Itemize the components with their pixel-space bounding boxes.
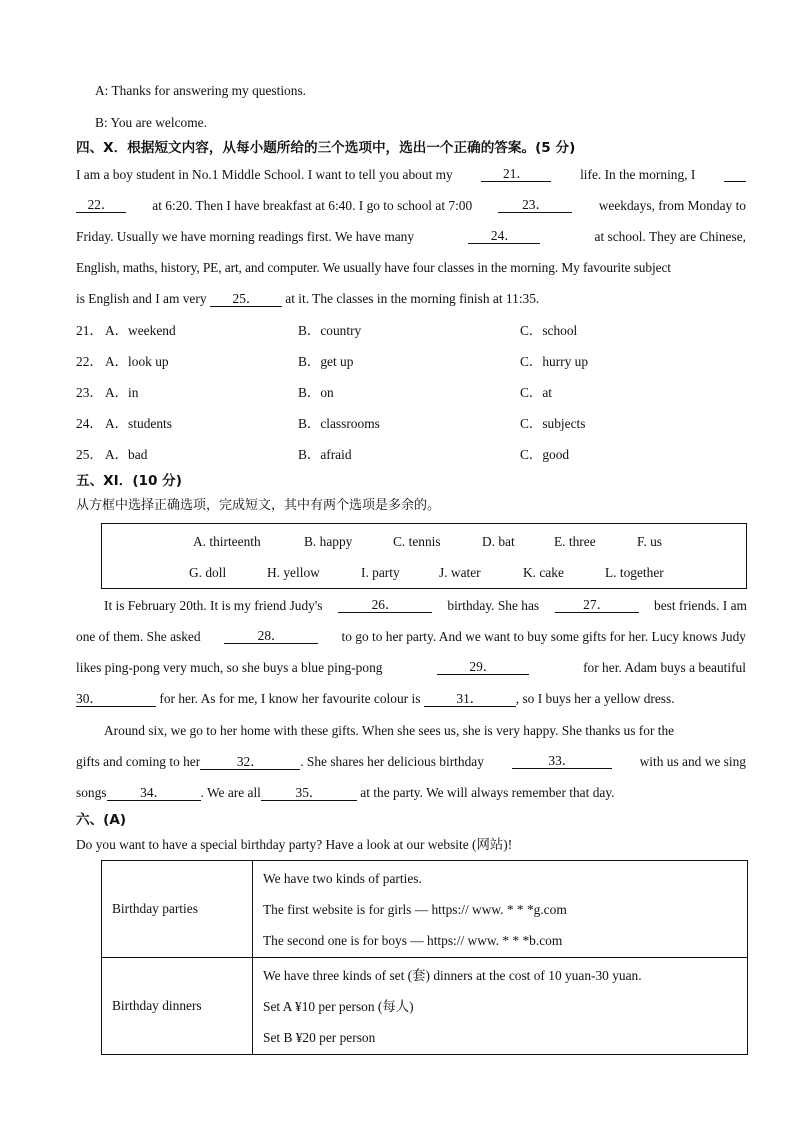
option-25-b[interactable]: B．afraid [298, 447, 352, 462]
blank-32[interactable]: 32． [200, 754, 300, 770]
blank-34[interactable]: 34． [107, 785, 201, 801]
passage-2-line-7: songs 34． . We are all 35． at the party. We will always remember that day. [76, 785, 615, 800]
word-bank-option: L. together [605, 565, 664, 580]
option-22-b[interactable]: B．get up [298, 354, 354, 369]
word-bank-row-2 [102, 564, 746, 582]
row-content-birthday-parties: We have two kinds of parties. The first website is for girls — https:// www. * * *g.com The second one is for boys — https:// www. * * *b.com [253, 861, 748, 958]
word-bank-box [101, 523, 747, 589]
option-23-b[interactable]: B．on [298, 385, 334, 400]
word-bank-option: F. us [637, 534, 662, 549]
question-24-options: 24． A．students B．classrooms C．subjects [76, 416, 586, 431]
blank-28[interactable]: 28． [224, 628, 318, 644]
blank-30[interactable]: 30． [76, 691, 156, 707]
word-bank-option: H. yellow [267, 565, 320, 580]
section-5-heading: 五、XI．(10 分) [76, 473, 182, 489]
word-bank-option: K. cake [523, 565, 564, 580]
blank-22[interactable]: 22． [76, 197, 126, 213]
table-row [102, 958, 748, 1055]
question-25-options: 25． A．bad B．afraid C．good [76, 447, 570, 462]
blank-25[interactable]: 25． [210, 291, 282, 307]
word-bank-option: E. three [554, 534, 596, 549]
word-bank-row-1 [102, 533, 746, 551]
blank-31[interactable]: 31． [424, 691, 516, 707]
option-23-c[interactable]: C．at [520, 385, 552, 400]
word-bank-option: C. tennis [393, 534, 441, 549]
blank-22-start[interactable] [724, 166, 746, 182]
dialog-line-b: B: You are welcome. [95, 115, 207, 130]
row-content-birthday-dinners: We have three kinds of set (套) dinners at the cost of 10 yuan-30 yuan. Set A ¥10 per person (每人) Set B ¥20 per person [253, 958, 748, 1055]
passage-2-line-6: gifts and coming to her 32． . She shares her delicious birthday 33． with us and we sing [76, 753, 746, 769]
section-5-instruction: 从方框中选择正确选项，完成短文，其中有两个选项是多余的。 [76, 498, 441, 513]
section-4-heading: 四、X．根据短文内容，从每小题所给的三个选项中，选出一个正确的答案。(5 分) [76, 140, 576, 156]
word-bank-option: J. water [439, 565, 481, 580]
word-bank-option: A. thirteenth [193, 534, 261, 549]
dialog-line-a: A: Thanks for answering my questions. [95, 83, 307, 98]
birthday-info-table [101, 860, 748, 1055]
passage-1-line-2: 22． at 6:20. Then I have breakfast at 6:40. I go to school at 7:00 23． weekdays, from Monday to [76, 197, 746, 215]
question-23-options: 23． A．in B．on C．at [76, 385, 552, 400]
passage-2-line-4: 30． for her. As for me, I know her favourite colour is 31． , so I buys her a yellow dress. [76, 691, 675, 706]
passage-2-line-1: It is February 20th. It is my friend Judy's 26． birthday. She has 27． best friends. I am [104, 597, 747, 613]
blank-24[interactable]: 24． [468, 228, 540, 244]
passage-1-line-3: Friday. Usually we have morning readings first. We have many 24． at school. They are Chinese, [76, 228, 746, 244]
blank-35[interactable]: 35． [261, 785, 357, 801]
option-25-c[interactable]: C．good [520, 447, 570, 462]
blank-23[interactable]: 23． [498, 197, 572, 213]
passage-2-line-3: likes ping-pong very much, so she buys a blue ping-pong 29． for her. Adam buys a beautiful [76, 659, 746, 675]
blank-26[interactable]: 26． [338, 597, 432, 613]
option-22-c[interactable]: C．hurry up [520, 354, 589, 369]
option-24-a[interactable]: A．students [105, 416, 172, 431]
question-21-options: 21． A．weekend B．country C．school [76, 323, 578, 338]
boys-website-text: The second one is for boys — https:// www. * * *b.com [263, 932, 563, 948]
option-23-a[interactable]: A．in [105, 385, 139, 400]
word-bank-option: G. doll [189, 565, 227, 580]
option-24-b[interactable]: B．classrooms [298, 416, 380, 431]
blank-33[interactable]: 33． [512, 753, 612, 769]
option-21-c[interactable]: C．school [520, 323, 578, 338]
section-6-intro: Do you want to have a special birthday party? Have a look at our website (网站)! [76, 837, 513, 852]
word-bank-option: I. party [361, 565, 400, 580]
option-21-a[interactable]: A．weekend [105, 323, 176, 338]
blank-27[interactable]: 27． [555, 597, 639, 613]
passage-1-line-5: is English and I am very 25． at it. The classes in the morning finish at 11:35. [76, 291, 540, 306]
blank-29[interactable]: 29． [437, 659, 529, 675]
blank-21[interactable]: 21． [481, 166, 551, 182]
passage-2-line-5: Around six, we go to her home with these gifts. When she sees us, she is very happy. She thanks us for the [104, 723, 675, 738]
word-bank-option: D. bat [482, 534, 515, 549]
row-label-birthday-parties: Birthday parties [102, 861, 253, 958]
girls-website-text: The first website is for girls — https:// www. * * *g.com [263, 901, 567, 917]
passage-1-line-4: English, maths, history, PE, art, and computer. We usually have four classes in the morning. My favourite subject [76, 260, 671, 275]
row-label-birthday-dinners: Birthday dinners [102, 958, 253, 1055]
table-row [102, 861, 748, 958]
question-22-options: 22． A．look up B．get up C．hurry up [76, 354, 589, 369]
passage-2-line-2: one of them. She asked 28． to go to her party. And we want to buy some gifts for her. Lucy knows Judy [76, 628, 746, 644]
passage-1-line-1: I am a boy student in No.1 Middle School. I want to tell you about my 21． life. In the morning, I [76, 166, 746, 184]
option-21-b[interactable]: B．country [298, 323, 362, 338]
option-25-a[interactable]: A．bad [105, 447, 148, 462]
option-24-c[interactable]: C．subjects [520, 416, 586, 431]
section-6-heading: 六、(A) [76, 812, 127, 828]
option-22-a[interactable]: A．look up [105, 354, 169, 369]
word-bank-option: B. happy [304, 534, 353, 549]
